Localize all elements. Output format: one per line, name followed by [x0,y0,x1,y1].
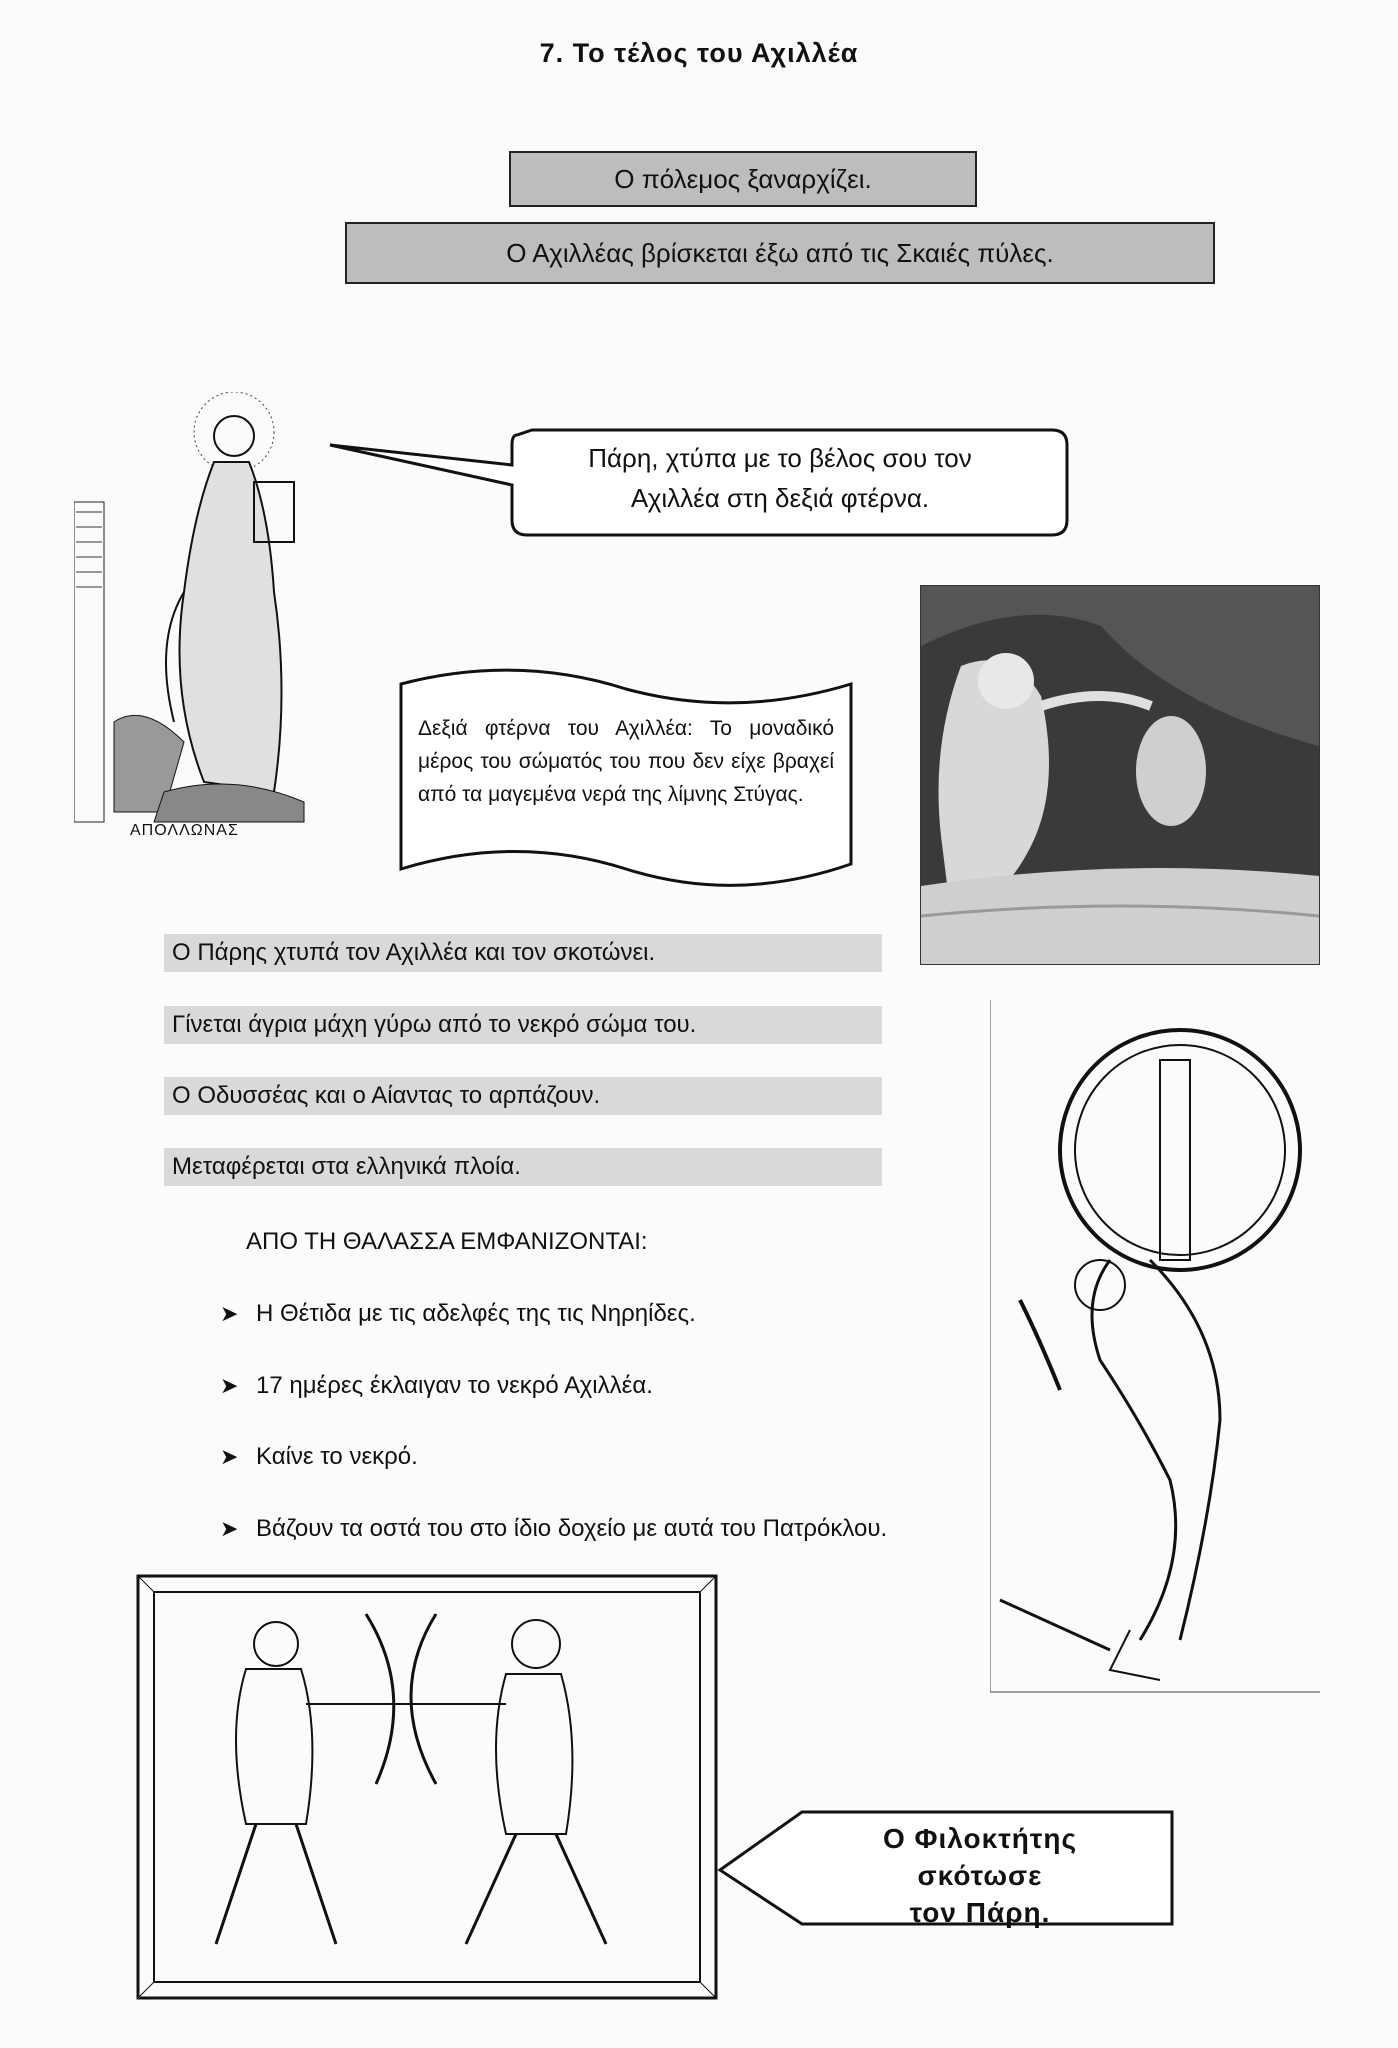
bar-paris-kills-achilles: Ο Πάρης χτυπά τον Αχιλλέα και τον σκοτώνει. [164,934,882,972]
arrowhead-icon: ➤ [220,1301,239,1326]
philoctetes-line-1: Ο Φιλοκτήτης [882,1823,1078,1854]
war-resumes-box: Ο πόλεμος ξαναρχίζει. [509,151,977,207]
list-item [220,1372,653,1400]
list-item [220,1443,418,1471]
speech-line-1: Πάρη, χτύπα με το βέλος σου τον [588,443,972,473]
bar-carried-to-ships: Μεταφέρεται στα ελληνικά πλοία. [164,1148,882,1186]
achilles-gates-box: Ο Αχιλλέας βρίσκεται έξω από τις Σκαιές πύλες. [345,222,1215,284]
arrowhead-icon: ➤ [220,1444,239,1469]
page-title: 7. Το τέλος του Αχιλλέα [539,38,859,68]
heel-note-text: Δεξιά φτέρνα του Αχιλλέα: Το μοναδικό μέρος του σώματός του που δεν είχε βραχεί από τα μαγεμένα νερά της λίμνης Στύγας. [418,717,834,806]
philoctetes-line-2: σκότωσε [917,1860,1043,1891]
list-item [220,1300,696,1328]
list-item-text: Η Θέτιδα με τις αδελφές της τις Νηρηίδες. [256,1300,696,1327]
apollo-caption: ΑΠΟΛΛΩΝΑΣ [130,822,239,839]
speech-line-2: Αχιλλέα στη δεξιά φτέρνα. [630,483,930,513]
list-item-text: Βάζουν τα οστά του στο ίδιο δοχείο με αυτά του Πατρόκλου. [256,1515,888,1542]
bar-odysseus-ajax: Ο Οδυσσέας και ο Αίαντας το αρπάζουν. [164,1077,882,1115]
thetis-dipping-achilles-picture [920,585,1320,965]
philoctetes-line-3: τον Πάρη. [909,1897,1051,1928]
list-item [220,1515,887,1543]
bar-fierce-battle: Γίνεται άγρια μάχη γύρω από το νεκρό σώμα του. [164,1006,882,1044]
apollo-illustration [74,392,346,828]
arrowhead-icon: ➤ [220,1516,239,1541]
speech-text [520,438,1040,518]
achilles-body-illustration [990,1000,1320,1700]
sea-heading: ΑΠΟ ΤΗ ΘΑΛΑΣΣΑ ΕΜΦΑΝΙΖΟΝΤΑΙ: [246,1228,648,1255]
philoctetes-text [820,1820,1140,1931]
archers-illustration [136,1574,720,2002]
list-item-text: 17 ημέρες έκλαιγαν το νεκρό Αχιλλέα. [256,1372,653,1399]
arrowhead-icon: ➤ [220,1373,239,1398]
list-item-text: Καίνε το νεκρό. [256,1443,418,1470]
